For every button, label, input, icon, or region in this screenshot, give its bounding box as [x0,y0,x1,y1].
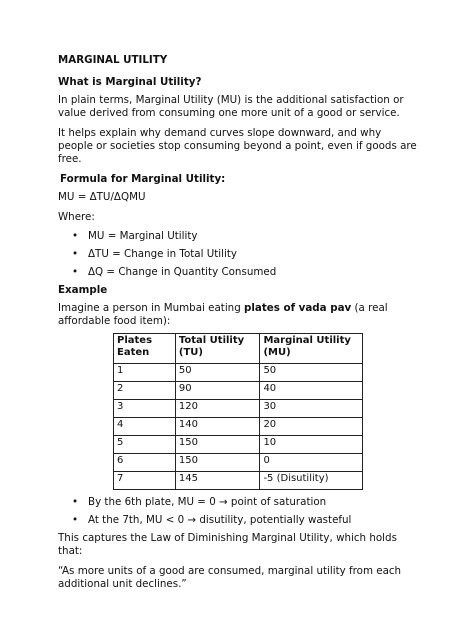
definition-list [58,230,418,279]
formula-text: MU = ΔTU/ΔQMU [58,191,146,203]
formula-heading: Formula for Marginal Utility: [60,173,226,185]
cell-mu: 50 [260,364,363,382]
definition-text: MU = Marginal Utility [88,230,198,242]
observation-text: At the 7th, MU < 0 → disutility, potentially wasteful [88,514,352,526]
cell-plates: 3 [114,400,176,418]
section-heading-what: What is Marginal Utility? [58,76,202,88]
table-row [114,400,363,418]
bullet-icon: • [72,496,79,508]
cell-tu: 120 [175,400,260,418]
bullet-icon: • [72,230,79,242]
cell-plates: 2 [114,382,176,400]
paragraph-demand: It helps explain why demand curves slope downward, and why people or societies stop consuming beyond a point, even if goods are free. [58,127,417,165]
list-item [58,266,418,279]
utility-table [113,333,363,490]
cell-plates: 5 [114,436,176,454]
where-label: Where: [58,211,95,223]
section-heading-example: Example [58,284,108,296]
definition-text: ΔQ = Change in Quantity Consumed [88,266,277,278]
table-row [114,436,363,454]
cell-plates: 7 [114,472,176,490]
header-marginal-utility: Marginal Utility (MU) [260,334,363,364]
cell-tu: 140 [175,418,260,436]
example-intro [58,302,418,328]
list-item [58,496,418,509]
table-row [114,418,363,436]
cell-tu: 90 [175,382,260,400]
cell-mu: -5 (Disutility) [260,472,363,490]
cell-plates: 4 [114,418,176,436]
header-total-utility: Total Utility (TU) [175,334,260,364]
observation-text: By the 6th plate, MU = 0 → point of saturation [88,496,327,508]
cell-mu: 10 [260,436,363,454]
cell-tu: 150 [175,436,260,454]
paragraph-definition: In plain terms, Marginal Utility (MU) is the additional satisfaction or value derived from consuming one more unit of a good or service. [58,94,404,119]
table-header-row [114,334,363,364]
header-plates: Plates Eaten [114,334,176,364]
document-page [58,54,418,598]
cell-tu: 150 [175,454,260,472]
cell-tu: 145 [175,472,260,490]
document-title: MARGINAL UTILITY [58,54,168,66]
cell-mu: 40 [260,382,363,400]
cell-mu: 0 [260,454,363,472]
bullet-icon: • [72,514,79,526]
cell-mu: 30 [260,400,363,418]
example-intro-before: Imagine a person in Mumbai eating [58,302,245,314]
list-item [58,514,418,527]
table-row [114,382,363,400]
cell-tu: 50 [175,364,260,382]
example-intro-after: (a real affordable food item): [58,302,388,327]
bullet-icon: • [72,266,79,278]
observation-list [58,496,418,527]
cell-plates: 6 [114,454,176,472]
table-row [114,364,363,382]
table-row [114,454,363,472]
law-quote: “As more units of a good are consumed, marginal utility from each additional unit declines.” [58,565,402,590]
list-item [58,230,418,243]
law-sentence: This captures the Law of Diminishing Marginal Utility, which holds that: [58,532,397,557]
table-row [114,472,363,490]
bullet-icon: • [72,248,79,260]
list-item [58,248,418,261]
cell-mu: 20 [260,418,363,436]
example-intro-bold: plates of vada pav [244,302,352,314]
cell-plates: 1 [114,364,176,382]
definition-text: ΔTU = Change in Total Utility [88,248,238,260]
